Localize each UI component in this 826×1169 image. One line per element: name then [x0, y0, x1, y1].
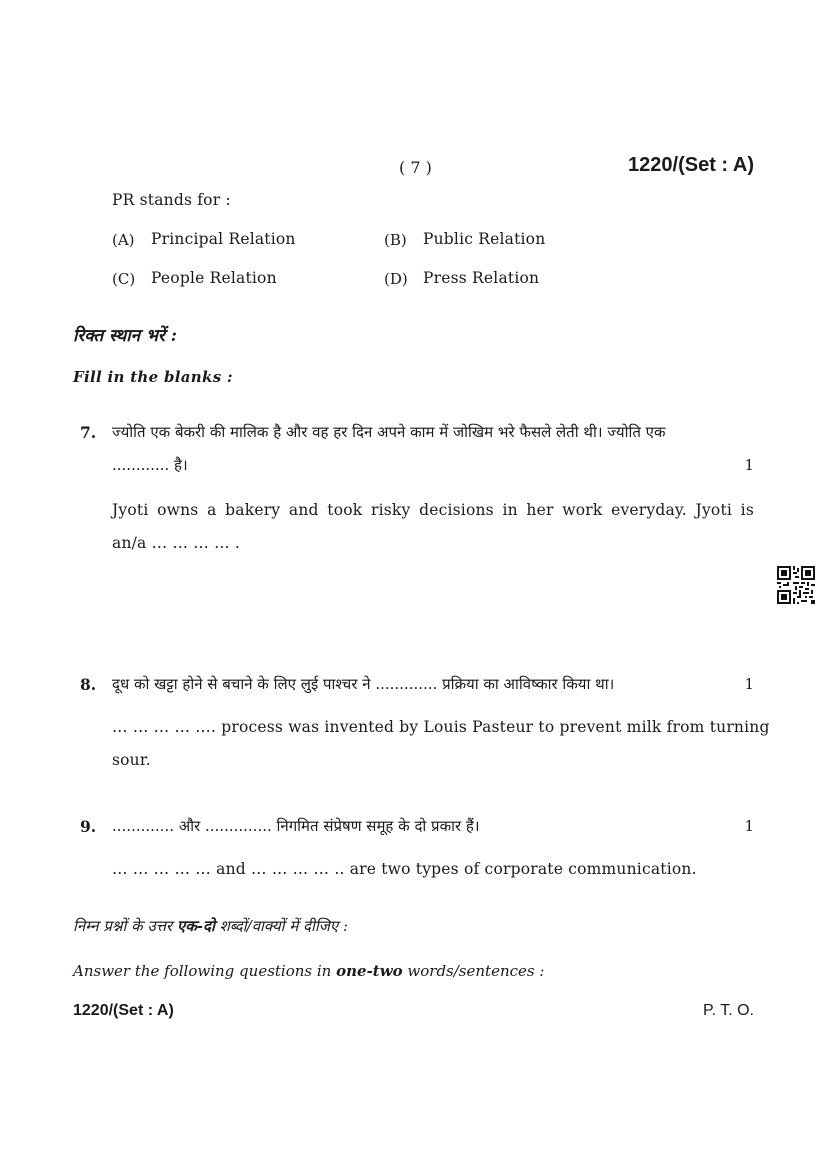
paper-code-header: 1220/(Set : A): [628, 154, 754, 176]
question-7-english-line1: Jyoti owns a bakery and took risky decisions in her work everyday. Jyoti is: [112, 501, 754, 519]
short-answer-heading-hindi: [73, 916, 348, 936]
question-8-hindi-line1: दूध को खट्टा होने से बचाने के लिए लुई पाश्चर ने ............. प्रक्रिया का आविष्कार किया था।: [112, 675, 615, 693]
question-9-hindi-line1: ............. और .............. निगमित संप्रेषण समूह के दो प्रकार हैं।: [112, 817, 480, 835]
pto-label: P. T. O.: [703, 1002, 754, 1019]
short-answer-hindi-pre: निम्न प्रश्नों के उत्तर: [73, 917, 177, 935]
question-9-marks: 1: [744, 817, 754, 835]
question-7-hindi-line1: ज्योति एक बेकरी की मालिक है और वह हर दिन अपने काम में जोखिम भरे फैसले लेती थी। ज्योति एक: [112, 423, 666, 441]
option-a-label: (A): [112, 231, 135, 249]
question-7-marks: 1: [744, 456, 754, 474]
question-7-hindi-line2: ............ है।: [112, 456, 188, 474]
option-d-label: (D): [384, 270, 408, 288]
option-c-label: (C): [112, 270, 136, 288]
short-answer-english-bold: one-two: [336, 962, 403, 980]
question-8-marks: 1: [744, 675, 754, 693]
option-b-text: Public Relation: [423, 230, 546, 248]
page-number: ( 7 ): [399, 158, 432, 177]
section-heading-english: Fill in the blanks :: [73, 368, 233, 386]
option-a-text: Principal Relation: [151, 230, 296, 248]
short-answer-hindi-bold: एक-दो: [176, 917, 215, 935]
question-8-number: 8.: [80, 675, 97, 694]
question-7-number: 7.: [80, 423, 97, 442]
option-d-text: Press Relation: [423, 269, 540, 287]
question-9-number: 9.: [80, 817, 97, 836]
short-answer-english-pre: Answer the following questions in: [73, 962, 337, 980]
option-c-text: People Relation: [151, 269, 277, 287]
question-9-english-line1: … … … … … and … … … … .. are two types of corporate communication.: [112, 860, 697, 878]
section-heading-hindi: रिक्त स्थान भरें :: [73, 326, 178, 346]
question-8-english-line2: sour.: [112, 751, 151, 769]
short-answer-english-post: words/sentences :: [402, 962, 545, 980]
paper-code-footer: 1220/(Set : A): [73, 1002, 174, 1019]
short-answer-heading-english: [73, 962, 544, 980]
option-b-label: (B): [384, 231, 407, 249]
short-answer-hindi-post: शब्दों/वाक्यों में दीजिए :: [214, 917, 349, 935]
mcq-question: PR stands for :: [112, 191, 231, 209]
question-8-english-line1: … … … … …. process was invented by Louis Pasteur to prevent milk from turning: [112, 718, 770, 736]
qr-code-icon: [777, 566, 815, 604]
question-7-english-line2: an/a … … … … .: [112, 534, 241, 552]
